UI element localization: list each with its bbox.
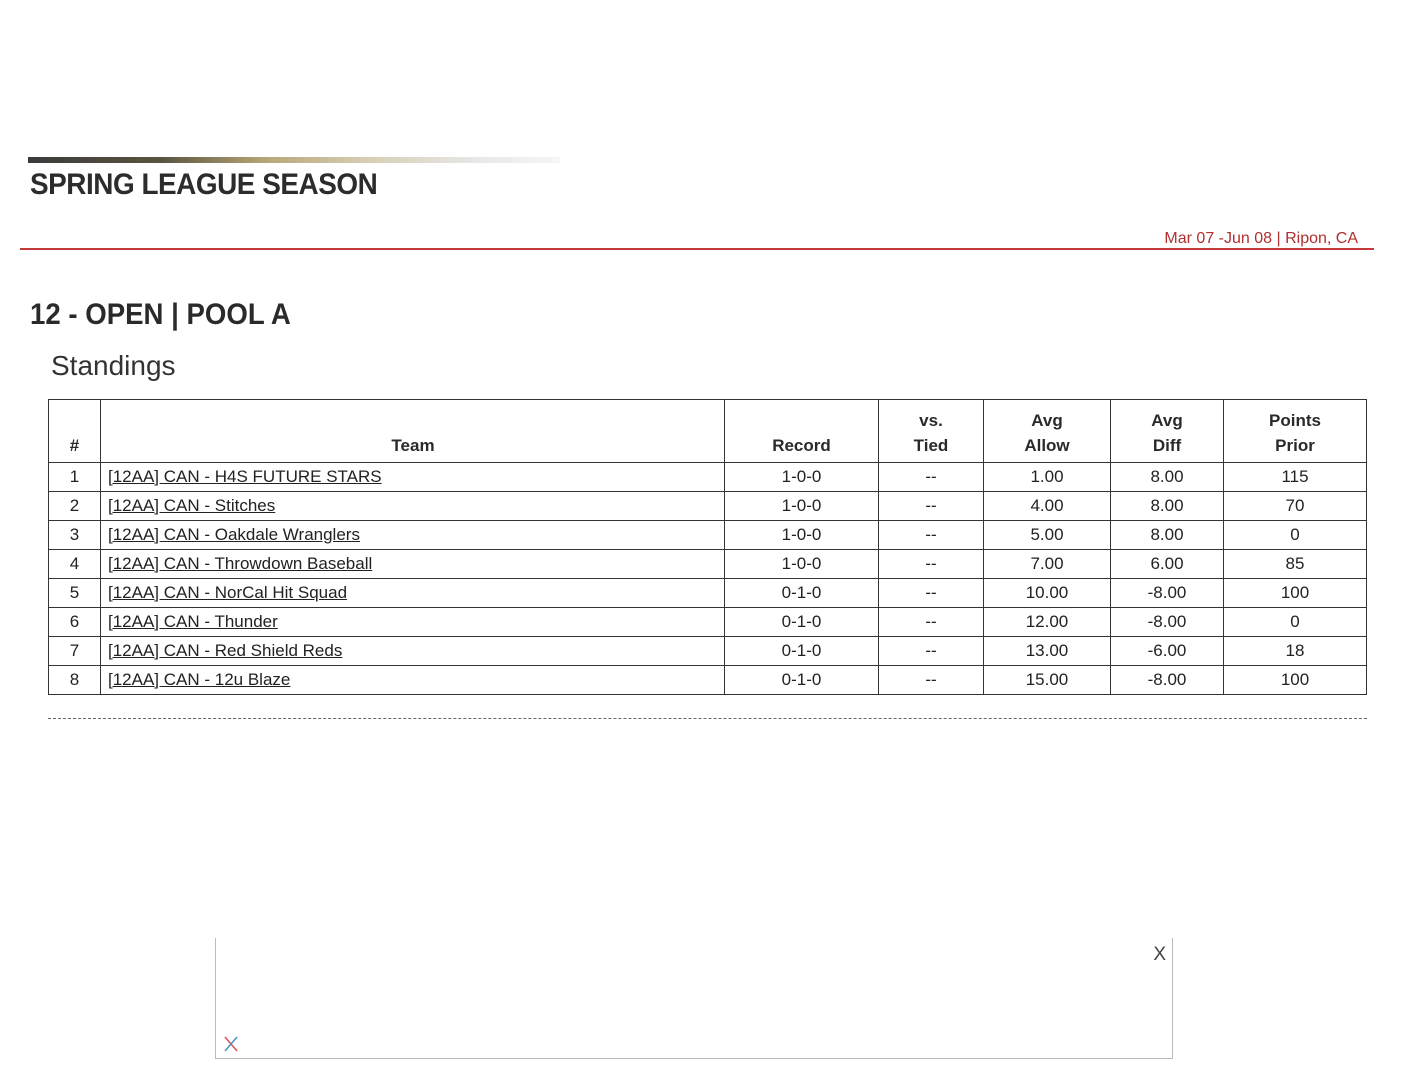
record-cell: 1-0-0 xyxy=(725,463,879,492)
vs-tied-cell: -- xyxy=(879,637,984,666)
ad-choices-icon[interactable] xyxy=(222,1034,240,1054)
team-link[interactable]: [12AA] CAN - Thunder xyxy=(108,612,278,631)
team-link[interactable]: [12AA] CAN - Throwdown Baseball xyxy=(108,554,373,573)
record-cell: 0-1-0 xyxy=(725,579,879,608)
rank-cell: 3 xyxy=(49,521,101,550)
team-cell xyxy=(101,637,725,666)
section-title: Standings xyxy=(51,350,176,381)
team-link[interactable]: [12AA] CAN - Red Shield Reds xyxy=(108,641,343,660)
avg-diff-cell: -6.00 xyxy=(1111,637,1224,666)
vs-tied-cell: -- xyxy=(879,666,984,695)
rank-cell: 8 xyxy=(49,666,101,695)
avg-allow-cell: 7.00 xyxy=(984,550,1111,579)
points-prior-cell: 100 xyxy=(1224,666,1367,695)
record-cell: 0-1-0 xyxy=(725,608,879,637)
rank-cell: 2 xyxy=(49,492,101,521)
header-divider xyxy=(20,248,1374,250)
table-row xyxy=(49,666,1367,695)
avg-allow-cell: 1.00 xyxy=(984,463,1111,492)
avg-allow-cell: 13.00 xyxy=(984,637,1111,666)
rank-cell: 6 xyxy=(49,608,101,637)
vs-tied-cell: -- xyxy=(879,579,984,608)
points-prior-cell: 70 xyxy=(1224,492,1367,521)
record-cell: 1-0-0 xyxy=(725,521,879,550)
avg-diff-cell: 8.00 xyxy=(1111,463,1224,492)
col-header-vs-tied: vs. Tied xyxy=(879,400,984,463)
points-prior-cell: 100 xyxy=(1224,579,1367,608)
col-header-avg-allow: Avg Allow xyxy=(984,400,1111,463)
avg-diff-cell: -8.00 xyxy=(1111,608,1224,637)
avg-diff-cell: -8.00 xyxy=(1111,666,1224,695)
table-row xyxy=(49,579,1367,608)
table-row xyxy=(49,521,1367,550)
rank-cell: 7 xyxy=(49,637,101,666)
team-cell xyxy=(101,550,725,579)
points-prior-cell: 85 xyxy=(1224,550,1367,579)
standings-header-row xyxy=(49,400,1367,463)
avg-allow-cell: 5.00 xyxy=(984,521,1111,550)
table-row xyxy=(49,637,1367,666)
team-link[interactable]: [12AA] CAN - Oakdale Wranglers xyxy=(108,525,360,544)
record-cell: 1-0-0 xyxy=(725,492,879,521)
team-link[interactable]: [12AA] CAN - NorCal Hit Squad xyxy=(108,583,348,602)
points-prior-cell: 115 xyxy=(1224,463,1367,492)
points-prior-cell: 18 xyxy=(1224,637,1367,666)
avg-diff-cell: 8.00 xyxy=(1111,521,1224,550)
team-cell xyxy=(101,666,725,695)
avg-allow-cell: 12.00 xyxy=(984,608,1111,637)
avg-allow-cell: 15.00 xyxy=(984,666,1111,695)
rank-cell: 4 xyxy=(49,550,101,579)
team-cell xyxy=(101,608,725,637)
avg-allow-cell: 10.00 xyxy=(984,579,1111,608)
avg-diff-cell: 6.00 xyxy=(1111,550,1224,579)
points-prior-cell: 0 xyxy=(1224,608,1367,637)
avg-diff-cell: -8.00 xyxy=(1111,579,1224,608)
season-title: SPRING LEAGUE SEASON xyxy=(30,168,378,201)
col-header-team: Team xyxy=(101,400,725,463)
team-cell xyxy=(101,463,725,492)
team-link[interactable]: [12AA] CAN - Stitches xyxy=(108,496,276,515)
header-banner-band xyxy=(28,157,560,163)
avg-diff-cell: 8.00 xyxy=(1111,492,1224,521)
vs-tied-cell: -- xyxy=(879,492,984,521)
vs-tied-cell: -- xyxy=(879,521,984,550)
team-link[interactable]: [12AA] CAN - H4S FUTURE STARS xyxy=(108,467,382,486)
avg-allow-cell: 4.00 xyxy=(984,492,1111,521)
record-cell: 0-1-0 xyxy=(725,637,879,666)
vs-tied-cell: -- xyxy=(879,550,984,579)
rank-cell: 5 xyxy=(49,579,101,608)
col-header-points-prior: Points Prior xyxy=(1224,400,1367,463)
vs-tied-cell: -- xyxy=(879,463,984,492)
ad-banner[interactable] xyxy=(215,938,1173,1059)
team-cell xyxy=(101,579,725,608)
table-row xyxy=(49,463,1367,492)
standings-table xyxy=(48,399,1367,695)
ad-close-button[interactable]: X xyxy=(1153,944,1166,965)
table-row xyxy=(49,550,1367,579)
date-location: Mar 07 -Jun 08 | Ripon, CA xyxy=(1164,230,1358,247)
record-cell: 0-1-0 xyxy=(725,666,879,695)
section-divider xyxy=(48,718,1367,719)
vs-tied-cell: -- xyxy=(879,608,984,637)
points-prior-cell: 0 xyxy=(1224,521,1367,550)
team-cell xyxy=(101,492,725,521)
col-header-rank: # xyxy=(49,400,101,463)
record-cell: 1-0-0 xyxy=(725,550,879,579)
rank-cell: 1 xyxy=(49,463,101,492)
col-header-record: Record xyxy=(725,400,879,463)
table-row xyxy=(49,608,1367,637)
col-header-avg-diff: Avg Diff xyxy=(1111,400,1224,463)
team-link[interactable]: [12AA] CAN - 12u Blaze xyxy=(108,670,291,689)
team-cell xyxy=(101,521,725,550)
table-row xyxy=(49,492,1367,521)
division-title: 12 - OPEN | POOL A xyxy=(30,298,291,331)
